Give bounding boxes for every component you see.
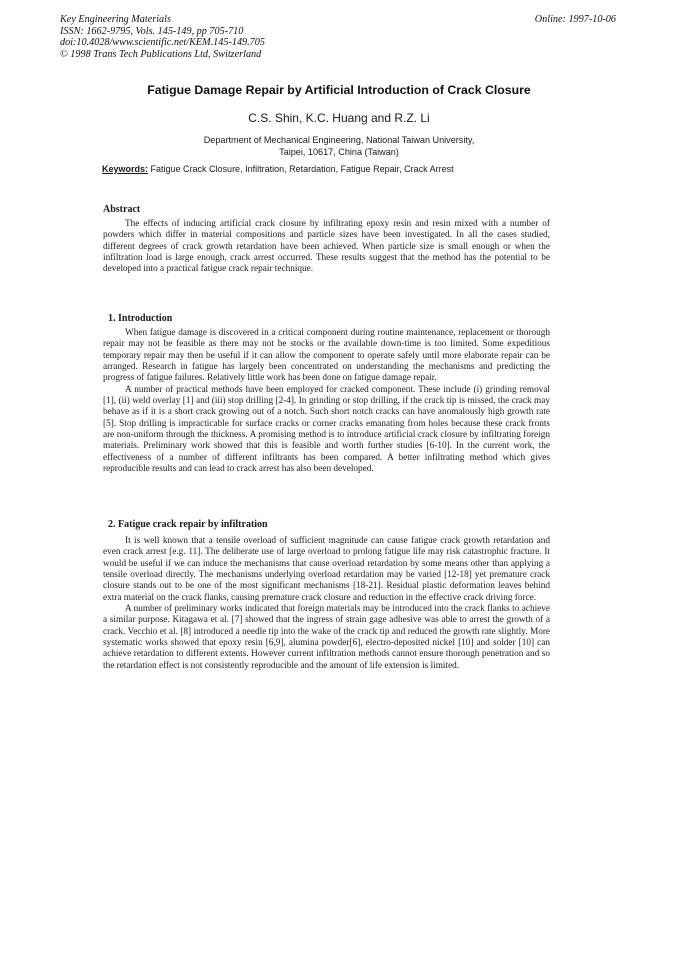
section-1-body: [103, 328, 550, 475]
affiliation-line-2: Taipei, 10617, China (Taiwan): [279, 147, 399, 157]
copyright-line: © 1998 Trans Tech Publications Ltd, Switzerland: [60, 48, 262, 60]
keywords: [102, 164, 454, 174]
keywords-label: Keywords:: [102, 164, 149, 174]
section-1-paragraph-1: When fatigue damage is discovered in a critical component during routine maintenance, replacement or thorough repair may not be feasible as there may not be stocks or the available down-time is too limited. Some expeditious temporary repair may then be useful if it can allow the component to operate safely until more elaborate repair can be arranged. Research in fatigue has largely been concentrated on understanding the mechanisms and predicting the progress of fatigue failures. Relatively little work has been done on fatigue damage repair.: [103, 328, 550, 384]
doi-line: doi:10.4028/www.scientific.net/KEM.145-149.705: [60, 37, 265, 49]
authors: C.S. Shin, K.C. Huang and R.Z. Li: [248, 111, 430, 125]
journal-header: [60, 14, 265, 60]
journal-name: Key Engineering Materials: [60, 14, 171, 25]
section-2-paragraph-2: A number of preliminary works indicated that foreign materials may be introduced into the crack flanks to achieve a similar purpose. Kitagawa et al. [7] showed that the ingress of strain gage adhesive was able to arrest the growth of a crack. Vecchio et al. [8] introduced a needle tip into the wake of the crack tip and reduced the growth rate slightly. More systematic works showed that epoxy resin [6,9], alumina powder[6], electro-deposited nickel [10] and solder [10] can achieve retardation to different extents. However current infiltration methods cannot ensure thorough penetration and so the retardation effect is not consistently reproducible and the amount of life extension is limited.: [103, 604, 550, 671]
keywords-list: Fatigue Crack Closure, Infiltration, Retardation, Fatigue Repair, Crack Arrest: [150, 164, 454, 174]
affiliation: [0, 134, 678, 158]
affiliation-line-1: Department of Mechanical Engineering, National Taiwan University,: [203, 135, 475, 145]
section-2-body: [103, 536, 550, 672]
abstract-body: [103, 219, 550, 276]
section-2-paragraph-1: It is well known that a tensile overload of sufficient magnitude can cause fatigue crack growth retardation and even crack arrest [e.g. 11]. The deliberate use of large overload to prolong fatigue life may risk catastrophic fracture. It would be useful if we can induce the mechanisms that cause overload retardation by some means other than applying a tensile overload directly. The mechanisms underlying overload retardation may be varied [12-18] yet premature crack closure stands out to be one of the most significant mechanisms [18-21]. Residual plastic deformation leaves behind extra material on the crack flanks, causing premature crack closure and reduction in the effective crack driving force.: [103, 536, 550, 603]
online-date: Online: 1997-10-06: [534, 14, 616, 25]
issn-line: ISSN: 1662-9795, Vols. 145-149, pp 705-710: [60, 25, 244, 37]
abstract-paragraph: The effects of inducing artificial crack closure by infiltrating epoxy resin and resin mixed with a number of powders which differ in material compositions and particle sizes have been investigated. In all the cases studied, different degrees of crack growth retardation have been achieved. When particle size is small enough or when the infiltration load is large enough, crack arrest occurred. These results suggest that the method has the potential to be developed into a practical fatigue crack repair technique.: [103, 219, 550, 275]
section-1-paragraph-2: A number of practical methods have been employed for cracked component. These include (i) grinding removal [1], (ii) weld overlay [1] and (iii) stop drilling [2-4]. In grinding or stop drilling, if the crack tip is missed, the crack may behave as if it is a short crack growing out of a notch. Such short notch cracks can have anomalously high growth rate [5]. Stop drilling is impracticable for surface cracks or corner cracks emanating from holes because these crack fronts are non-uniform through the thickness. A promising method is to introduce artificial crack closure by infiltrating foreign materials. Preliminary work showed that this is feasible and worth further studies [6-10]. In the current work, the effectiveness of a number of different infiltrants has been compared. A better infiltrating method which gives reproducible results and can lead to crack arrest has also been developed.: [103, 384, 550, 475]
abstract-heading: Abstract: [103, 204, 141, 215]
section-2-heading: 2. Fatigue crack repair by infiltration: [108, 519, 268, 530]
paper-title: Fatigue Damage Repair by Artificial Introduction of Crack Closure: [147, 83, 531, 97]
section-1-heading: 1. Introduction: [108, 313, 173, 324]
